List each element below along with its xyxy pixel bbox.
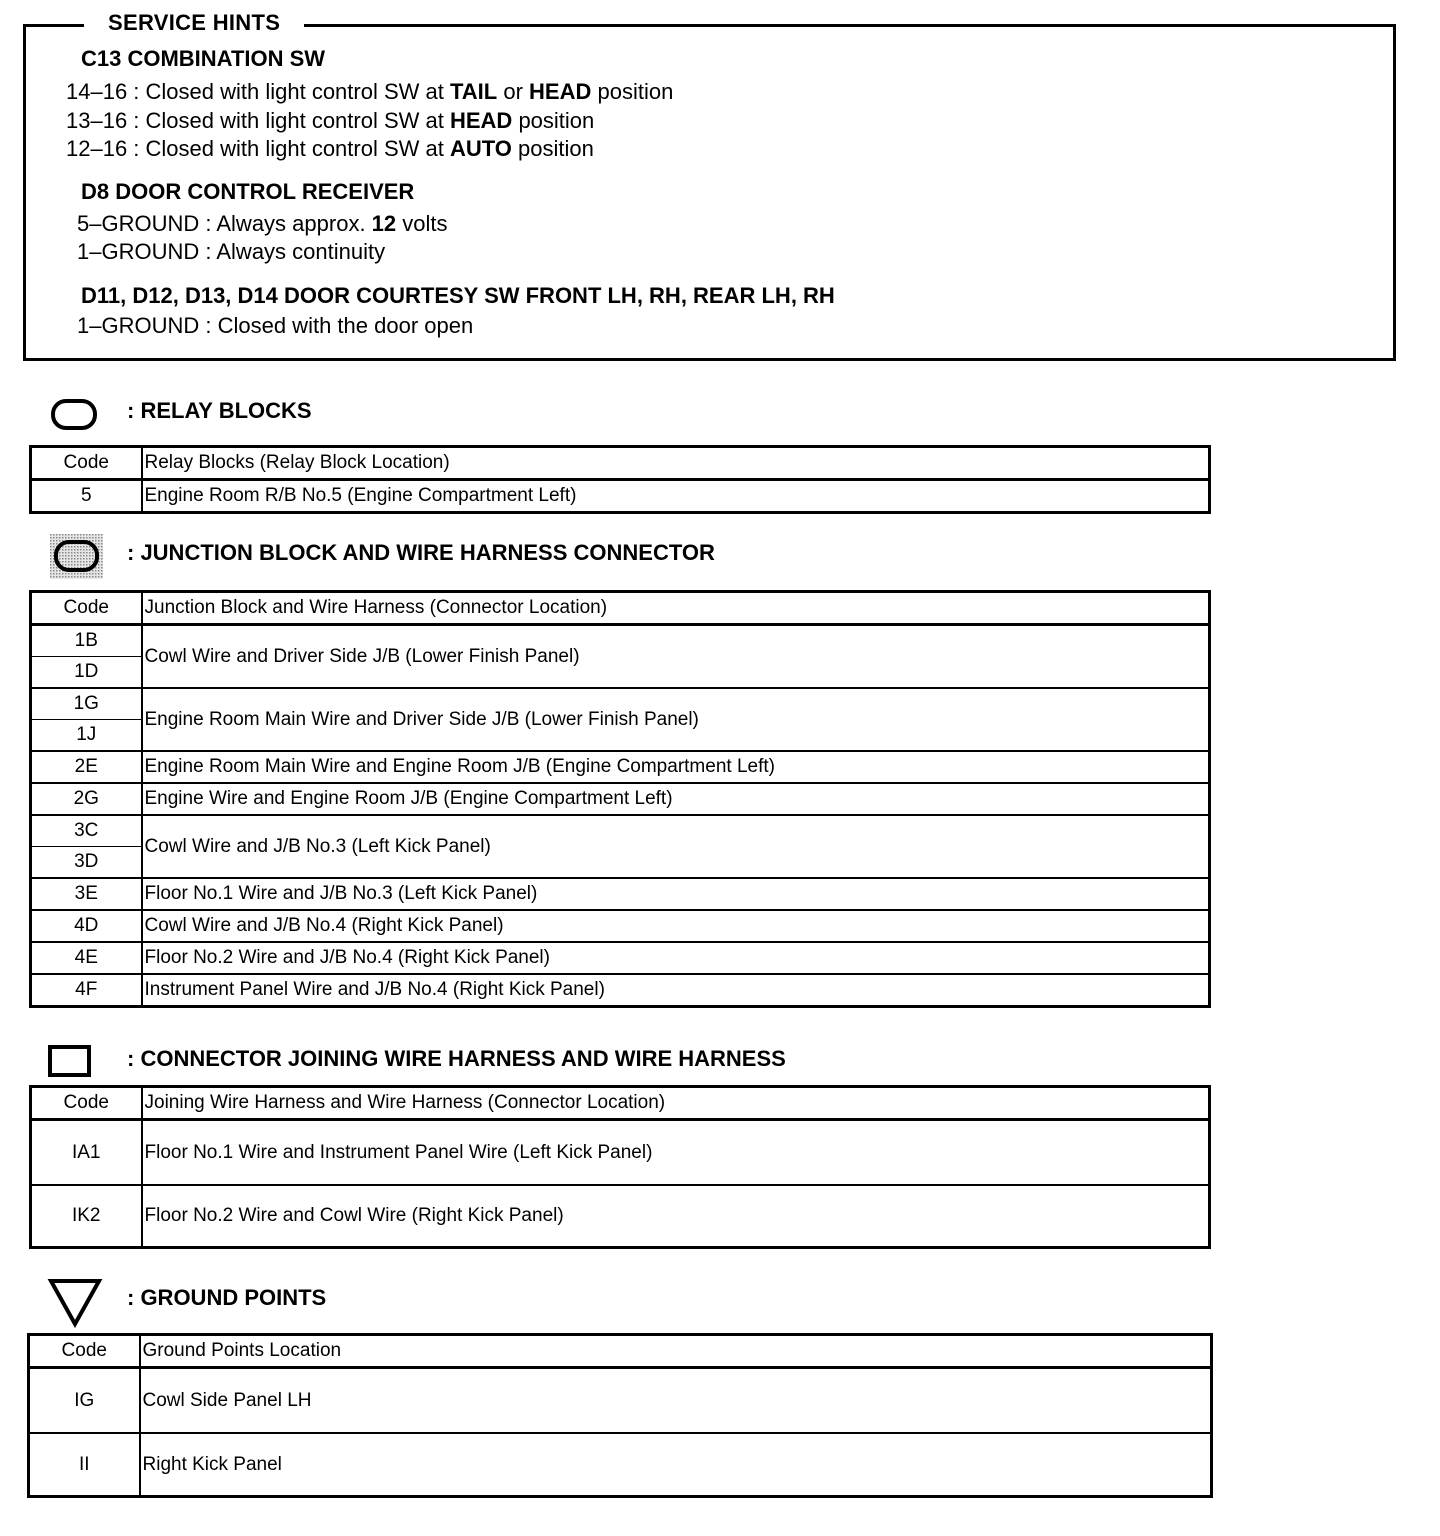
row-code: 2E — [31, 751, 142, 783]
table-row — [31, 480, 1210, 513]
row-code: IK2 — [31, 1185, 142, 1248]
row-code: IA1 — [31, 1120, 142, 1186]
table-row — [31, 625, 1210, 657]
row-code: II — [29, 1433, 140, 1497]
connectors-title: : CONNECTOR JOINING WIRE HARNESS AND WIRE HARNESS — [127, 1046, 786, 1071]
table-header-row — [31, 592, 1210, 625]
table-row — [31, 942, 1210, 974]
d11-heading: D11, D12, D13, D14 DOOR COURTESY SW FRONT LH, RH, REAR LH, RH — [81, 283, 835, 308]
square-icon — [48, 1044, 93, 1078]
header-desc: Ground Points Location — [140, 1335, 1212, 1368]
row-desc: Right Kick Panel — [140, 1433, 1212, 1497]
rounded-rect-icon — [50, 398, 98, 432]
table-row — [31, 974, 1210, 1007]
row-desc: Floor No.2 Wire and Cowl Wire (Right Kick Panel) — [142, 1185, 1210, 1248]
ground-points-title: : GROUND POINTS — [127, 1285, 327, 1310]
table-row — [31, 910, 1210, 942]
table-row — [31, 1120, 1210, 1186]
row-desc: Floor No.1 Wire and Instrument Panel Wire (Left Kick Panel) — [142, 1120, 1210, 1186]
row-desc: Engine Room Main Wire and Engine Room J/B (Engine Compartment Left) — [142, 751, 1210, 783]
header-desc: Relay Blocks (Relay Block Location) — [142, 447, 1210, 480]
table-header-row — [31, 447, 1210, 480]
row-code: 4F — [31, 974, 142, 1007]
row-desc: Floor No.2 Wire and J/B No.4 (Right Kick Panel) — [142, 942, 1210, 974]
row-code: 3D — [31, 847, 142, 879]
row-code: 1B — [31, 625, 142, 657]
row-desc: Engine Room Main Wire and Driver Side J/B (Lower Finish Panel) — [142, 688, 1210, 751]
table-row — [31, 815, 1210, 847]
header-code: Code — [29, 1335, 140, 1368]
service-hints-box — [23, 24, 1396, 361]
row-code: 4D — [31, 910, 142, 942]
table-row — [31, 878, 1210, 910]
triangle-down-icon — [47, 1278, 103, 1328]
header-desc: Joining Wire Harness and Wire Harness (Connector Location) — [142, 1087, 1210, 1120]
header-desc: Junction Block and Wire Harness (Connector Location) — [142, 592, 1210, 625]
row-code: 3E — [31, 878, 142, 910]
table-header-row — [31, 1087, 1210, 1120]
c13-line-2: 13–16 : Closed with light control SW at HEAD position — [66, 108, 595, 133]
header-code: Code — [31, 592, 142, 625]
row-code: 5 — [31, 480, 142, 513]
ground-points-table — [27, 1333, 1213, 1498]
header-code: Code — [31, 1087, 142, 1120]
table-row — [31, 1185, 1210, 1248]
shaded-rounded-rect-icon — [50, 534, 103, 579]
row-code: 1J — [31, 720, 142, 752]
relay-blocks-title: : RELAY BLOCKS — [127, 398, 312, 423]
row-desc: Cowl Wire and J/B No.3 (Left Kick Panel) — [142, 815, 1210, 878]
junction-blocks-title: : JUNCTION BLOCK AND WIRE HARNESS CONNECTOR — [127, 540, 715, 565]
row-code: 1G — [31, 688, 142, 720]
table-row — [31, 688, 1210, 720]
header-code: Code — [31, 447, 142, 480]
row-desc: Cowl Wire and Driver Side J/B (Lower Finish Panel) — [142, 625, 1210, 689]
junction-blocks-table — [29, 590, 1211, 1008]
row-code: IG — [29, 1368, 140, 1434]
service-hints-title: SERVICE HINTS — [84, 10, 304, 36]
d11-line-1: 1–GROUND : Closed with the door open — [77, 313, 474, 338]
c13-line-3: 12–16 : Closed with light control SW at AUTO position — [66, 136, 594, 161]
row-desc: Cowl Wire and J/B No.4 (Right Kick Panel) — [142, 910, 1210, 942]
row-desc: Cowl Side Panel LH — [140, 1368, 1212, 1434]
table-row — [29, 1433, 1212, 1497]
row-code: 1D — [31, 657, 142, 689]
row-code: 4E — [31, 942, 142, 974]
table-row — [31, 783, 1210, 815]
d8-line-2: 1–GROUND : Always continuity — [77, 239, 386, 264]
row-desc: Instrument Panel Wire and J/B No.4 (Right Kick Panel) — [142, 974, 1210, 1007]
table-row — [29, 1368, 1212, 1434]
table-header-row — [29, 1335, 1212, 1368]
row-desc: Floor No.1 Wire and J/B No.3 (Left Kick Panel) — [142, 878, 1210, 910]
row-code: 3C — [31, 815, 142, 847]
row-desc: Engine Room R/B No.5 (Engine Compartment Left) — [142, 480, 1210, 513]
d8-heading: D8 DOOR CONTROL RECEIVER — [81, 179, 415, 204]
table-row — [31, 751, 1210, 783]
row-desc: Engine Wire and Engine Room J/B (Engine Compartment Left) — [142, 783, 1210, 815]
d8-line-1: 5–GROUND : Always approx. 12 volts — [77, 211, 448, 236]
relay-blocks-table — [29, 445, 1211, 514]
connectors-table — [29, 1085, 1211, 1249]
c13-heading: C13 COMBINATION SW — [81, 46, 326, 71]
c13-line-1: 14–16 : Closed with light control SW at TAIL or HEAD position — [66, 79, 674, 104]
row-code: 2G — [31, 783, 142, 815]
